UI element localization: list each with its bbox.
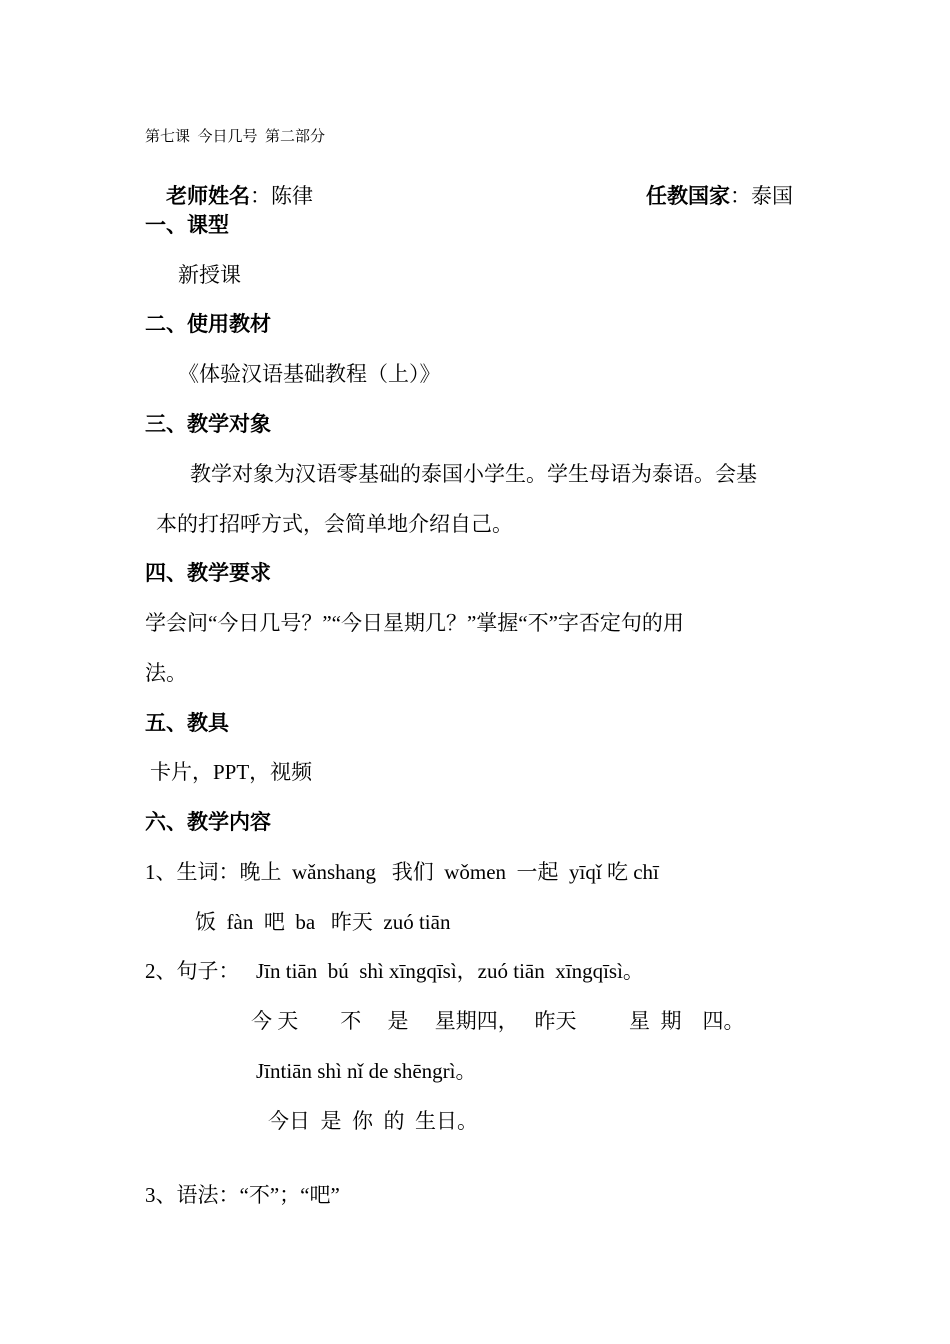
sentences-label: 2、句子： [145,959,240,983]
section-heading-requirements: 四、教学要求 [145,561,271,585]
teacher-country-value: ：泰国 [730,184,793,208]
grammar-line: 3、语法：“不”；“吧” [145,1183,340,1207]
section-heading-textbook: 二、使用教材 [145,312,271,336]
sentence2-hanzi: 今日 是 你 的 生日。 [268,1109,478,1133]
lesson-title: 第七课 今日几号 第二部分 [145,129,326,145]
teacher-country-row [625,165,793,228]
section-body-materials: 卡片，PPT，视频 [150,760,313,784]
teacher-name-value: ：陈律 [250,184,313,208]
section-body-audience-line2: 本的打招呼方式，会简单地介绍自己。 [156,512,513,536]
vocabulary-line1: 1、生词：晚上 wǎnshang 我们 wǒmen 一起 yīqǐ 吃 chī [145,860,659,884]
section-heading-lesson-type: 一、课型 [145,213,229,237]
section-body-audience-line1: 教学对象为汉语零基础的泰国小学生。学生母语为泰语。会基 [190,462,757,486]
section-body-textbook: 《体验汉语基础教程（上）》 [178,362,441,386]
section-body-requirements-line2: 法。 [145,661,187,685]
sentence1-pinyin: Jīn tiān bú shì xīngqīsì，zuó tiān xīngqīsì。 [256,959,644,983]
sentence2-pinyin: Jīntiān shì nǐ de shēngrì。 [256,1059,477,1083]
vocabulary-line2: 饭 fàn 吧 ba 昨天 zuó tiān [195,910,451,934]
section-body-lesson-type: 新授课 [178,263,241,287]
section-body-requirements-line1: 学会问“今日几号？”“今日星期几？”掌握“不”字否定句的用 [145,611,684,635]
teacher-country-label: 任教国家 [646,184,730,208]
section-heading-audience: 三、教学对象 [145,412,271,436]
section-heading-materials: 五、教具 [145,711,229,735]
section-heading-content: 六、教学内容 [145,810,271,834]
teacher-name-label: 老师姓名 [166,184,250,208]
sentence1-hanzi: 今 天 不 是 星期四， 昨天 星 期 四。 [251,1009,745,1033]
